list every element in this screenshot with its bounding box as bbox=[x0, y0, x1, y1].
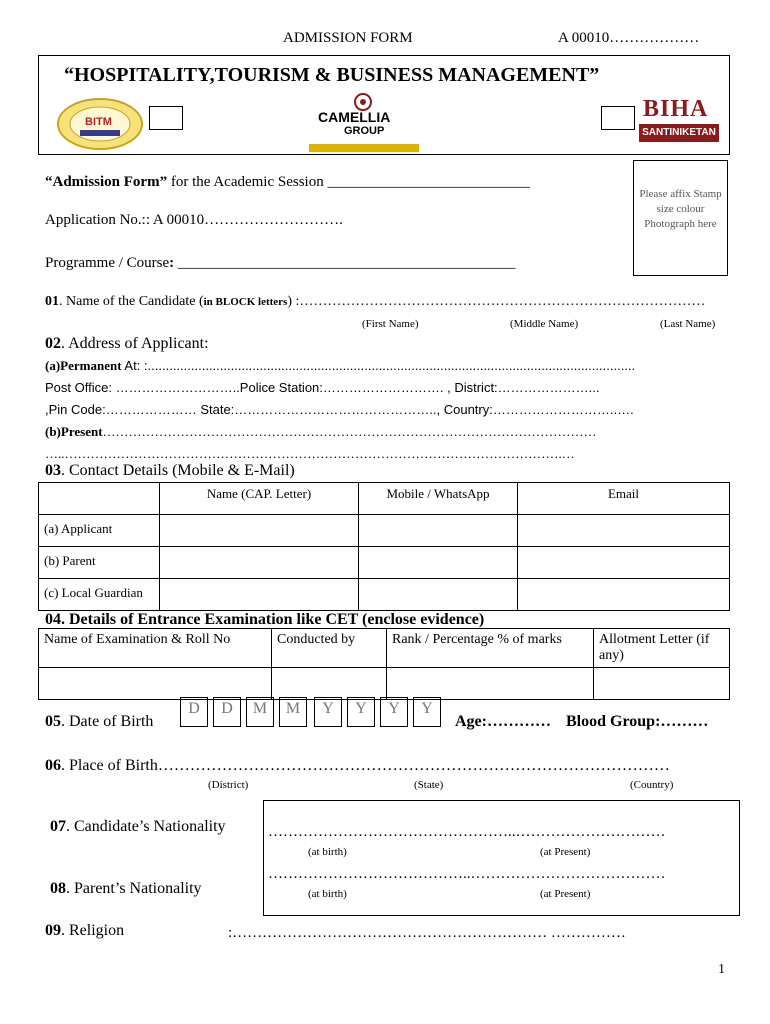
column-header: Email bbox=[518, 483, 730, 515]
column-header: Conducted by bbox=[272, 629, 387, 668]
district-caption: (District) bbox=[208, 779, 249, 791]
guardian-name-cell[interactable] bbox=[160, 579, 359, 611]
camellia-logo: CAMELLIA GROUP bbox=[306, 92, 421, 154]
conducted-by-cell[interactable] bbox=[272, 668, 387, 700]
contact-heading: 03. Contact Details (Mobile & E-Mail) bbox=[45, 462, 295, 479]
row-label: (c) Local Guardian bbox=[39, 579, 160, 611]
column-header: Name (CAP. Letter) bbox=[160, 483, 359, 515]
candidate-nationality-field[interactable]: …………………………………………..………………………… bbox=[268, 824, 666, 840]
at-present-caption: (at Present) bbox=[540, 888, 591, 900]
middle-name-caption: (Middle Name) bbox=[510, 318, 579, 330]
applicant-name-cell[interactable] bbox=[160, 515, 359, 547]
application-number: Application No.:: A 00010………………………. bbox=[45, 212, 343, 228]
academic-session-line[interactable]: “Admission Form” for the Academic Session ___________________________ bbox=[45, 174, 530, 190]
programme-course-line[interactable]: Programme / Course: _____________________________________________ bbox=[45, 255, 516, 271]
present-address-line[interactable]: (b)Present…………………………………………………………………………………………………… bbox=[45, 424, 597, 439]
parent-nationality-field[interactable]: …………………………………..………………………………… bbox=[268, 866, 666, 882]
country-caption: (Country) bbox=[630, 779, 674, 791]
religion-field[interactable]: :……………………………………………………… …………… bbox=[228, 925, 626, 941]
address-heading: 02. Address of Applicant: bbox=[45, 335, 209, 352]
last-name-caption: (Last Name) bbox=[660, 318, 716, 330]
dob-box-d1[interactable]: D bbox=[180, 697, 208, 727]
applicant-mobile-cell[interactable] bbox=[359, 515, 518, 547]
photo-box[interactable]: Please affix Stamp size colour Photograph here bbox=[633, 160, 728, 276]
checkbox-right[interactable] bbox=[601, 106, 635, 130]
parent-mobile-cell[interactable] bbox=[359, 547, 518, 579]
row-label: (a) Applicant bbox=[39, 515, 160, 547]
form-title: ADMISSION FORM bbox=[283, 30, 413, 46]
entrance-exam-heading: 04. Details of Entrance Examination like CET (enclose evidence) bbox=[45, 611, 485, 628]
at-present-caption: (at Present) bbox=[540, 846, 591, 858]
checkbox-left[interactable] bbox=[149, 106, 183, 130]
bitm-logo: BITM bbox=[55, 96, 145, 151]
religion-label: 09. Religion bbox=[45, 922, 125, 939]
present-address-continuation[interactable]: …..…………………………………………………………………………………………………….… bbox=[45, 446, 575, 461]
form-number: A 00010……………… bbox=[558, 30, 700, 46]
candidate-nationality-label: 07. Candidate’s Nationality bbox=[50, 818, 226, 835]
allotment-cell[interactable] bbox=[594, 668, 730, 700]
dob-box-y1[interactable]: Y bbox=[314, 697, 342, 727]
dob-box-y3[interactable]: Y bbox=[380, 697, 408, 727]
table-row bbox=[39, 483, 730, 515]
dob-label: 05. Date of Birth bbox=[45, 713, 154, 730]
column-header: Name of Examination & Roll No bbox=[39, 629, 272, 668]
at-birth-caption: (at birth) bbox=[308, 888, 347, 900]
parent-email-cell[interactable] bbox=[518, 547, 730, 579]
candidate-name-line[interactable]: 01. Name of the Candidate (in BLOCK letters) :…………………………………………………………………………… bbox=[45, 294, 706, 309]
pin-code-line[interactable]: ,Pin Code:………………… State:……………………………………….., Country:………………………..…. bbox=[45, 402, 634, 417]
table-row bbox=[39, 668, 730, 700]
permanent-address-line[interactable]: (a)Permanent At: :....................................................................................................................................... bbox=[45, 358, 636, 373]
applicant-email-cell[interactable] bbox=[518, 515, 730, 547]
entrance-exam-table bbox=[38, 628, 730, 700]
dob-box-m2[interactable]: M bbox=[279, 697, 307, 727]
table-row bbox=[39, 515, 730, 547]
dob-box-m1[interactable]: M bbox=[246, 697, 274, 727]
row-label: (b) Parent bbox=[39, 547, 160, 579]
guardian-email-cell[interactable] bbox=[518, 579, 730, 611]
table-row bbox=[39, 579, 730, 611]
table-row bbox=[39, 547, 730, 579]
dob-box-y4[interactable]: Y bbox=[413, 697, 441, 727]
rank-cell[interactable] bbox=[387, 668, 594, 700]
column-header: Rank / Percentage % of marks bbox=[387, 629, 594, 668]
at-birth-caption: (at birth) bbox=[308, 846, 347, 858]
banner-title: “HOSPITALITY,TOURISM & BUSINESS MANAGEMENT” bbox=[64, 64, 600, 86]
first-name-caption: (First Name) bbox=[362, 318, 419, 330]
guardian-mobile-cell[interactable] bbox=[359, 579, 518, 611]
header-banner bbox=[38, 55, 730, 155]
blood-group-field[interactable]: Blood Group:……… bbox=[566, 713, 709, 730]
post-office-line[interactable]: Post Office: ………………………..Police Station:………………………. , District:…………………... bbox=[45, 380, 600, 395]
state-caption: (State) bbox=[414, 779, 444, 791]
place-of-birth-line[interactable]: 06. Place of Birth…………………………………………………………………………………… bbox=[45, 757, 670, 774]
table-row bbox=[39, 629, 730, 668]
parent-nationality-label: 08. Parent’s Nationality bbox=[50, 880, 202, 897]
exam-name-cell[interactable] bbox=[39, 668, 272, 700]
dob-box-d2[interactable]: D bbox=[213, 697, 241, 727]
column-header: Mobile / WhatsApp bbox=[359, 483, 518, 515]
age-field[interactable]: Age:………… bbox=[455, 713, 551, 730]
dob-box-y2[interactable]: Y bbox=[347, 697, 375, 727]
parent-name-cell[interactable] bbox=[160, 547, 359, 579]
biha-logo: BIHA SANTINIKETAN bbox=[639, 96, 721, 146]
column-header: Allotment Letter (if any) bbox=[594, 629, 730, 668]
page-number: 1 bbox=[718, 962, 725, 977]
contact-table bbox=[38, 482, 730, 611]
